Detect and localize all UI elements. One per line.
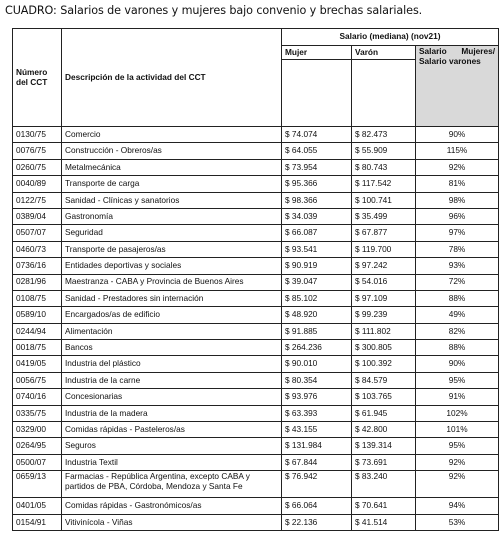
cell-activity: Industria Textil: [62, 454, 282, 470]
cell-women-salary: $ 48.920: [282, 307, 352, 323]
cell-men-salary: $ 35.499: [352, 208, 416, 224]
cell-cct: 0056/75: [13, 372, 62, 388]
table-row: [13, 438, 499, 454]
cell-women-salary: $ 43.155: [282, 422, 352, 438]
cell-ratio: 88%: [416, 290, 499, 306]
cell-women-salary: $ 22.136: [282, 514, 352, 530]
cell-men-salary: $ 111.802: [352, 323, 416, 339]
cell-women-salary: $ 85.102: [282, 290, 352, 306]
cell-men-salary: $ 97.242: [352, 258, 416, 274]
cell-women-salary: $ 66.087: [282, 225, 352, 241]
table-row: [13, 454, 499, 470]
cell-cct: 0244/94: [13, 323, 62, 339]
table-row: [13, 340, 499, 356]
table-row: [13, 143, 499, 159]
cell-cct: 0389/04: [13, 208, 62, 224]
cell-men-salary: $ 42.800: [352, 422, 416, 438]
cell-men-salary: $ 41.514: [352, 514, 416, 530]
cell-women-salary: $ 93.976: [282, 389, 352, 405]
cell-activity: Metalmecánica: [62, 159, 282, 175]
cell-women-salary: $ 93.541: [282, 241, 352, 257]
cell-women-salary: $ 264.236: [282, 340, 352, 356]
table-row: [13, 471, 499, 498]
cell-men-salary: $ 73.691: [352, 454, 416, 470]
cell-ratio: 98%: [416, 192, 499, 208]
cell-ratio: 115%: [416, 143, 499, 159]
cell-activity: Seguros: [62, 438, 282, 454]
header-salary-group: Salario (mediana) (nov21): [282, 29, 499, 46]
cell-women-salary: $ 80.354: [282, 372, 352, 388]
caption-lead: CUADRO:: [5, 4, 57, 17]
header-men: Varón: [352, 46, 416, 60]
cell-men-salary: $ 67.877: [352, 225, 416, 241]
cell-ratio: 88%: [416, 340, 499, 356]
table-row: [13, 192, 499, 208]
cell-ratio: 95%: [416, 372, 499, 388]
cell-women-salary: $ 98.366: [282, 192, 352, 208]
cell-men-salary: $ 100.741: [352, 192, 416, 208]
cell-activity: Comercio: [62, 127, 282, 143]
cell-women-salary: $ 67.844: [282, 454, 352, 470]
cell-activity: Industria del plástico: [62, 356, 282, 372]
cell-ratio: 97%: [416, 225, 499, 241]
cell-men-salary: $ 139.314: [352, 438, 416, 454]
cell-cct: 0460/73: [13, 241, 62, 257]
table-row: [13, 389, 499, 405]
cell-activity: Concesionarias: [62, 389, 282, 405]
cell-activity: Entidades deportivas y sociales: [62, 258, 282, 274]
table-row: [13, 307, 499, 323]
cell-ratio: 72%: [416, 274, 499, 290]
cell-activity: Transporte de carga: [62, 176, 282, 192]
cell-ratio: 92%: [416, 454, 499, 470]
cell-activity: Encargados/as de edificio: [62, 307, 282, 323]
cell-ratio: 49%: [416, 307, 499, 323]
cell-men-salary: $ 55.909: [352, 143, 416, 159]
table-row: [13, 274, 499, 290]
cell-men-salary: $ 117.542: [352, 176, 416, 192]
cell-activity: Sanidad - Prestadores sin internación: [62, 290, 282, 306]
header-women: Mujer: [282, 46, 352, 60]
cell-men-salary: $ 97.109: [352, 290, 416, 306]
cell-women-salary: $ 76.942: [282, 471, 352, 498]
cell-cct: 0740/16: [13, 389, 62, 405]
cell-cct: 0040/89: [13, 176, 62, 192]
cell-cct: 0736/16: [13, 258, 62, 274]
table-row: [13, 258, 499, 274]
cell-ratio: 90%: [416, 127, 499, 143]
table-body: [13, 29, 499, 531]
cell-men-salary: $ 103.765: [352, 389, 416, 405]
table-row: [13, 405, 499, 421]
cell-women-salary: $ 64.055: [282, 143, 352, 159]
table-row: [13, 323, 499, 339]
cell-cct: 0500/07: [13, 454, 62, 470]
cell-ratio: 91%: [416, 389, 499, 405]
cell-activity: Alimentación: [62, 323, 282, 339]
cell-cct: 0507/07: [13, 225, 62, 241]
cell-activity: Vitivinícola - Viñas: [62, 514, 282, 530]
cell-men-salary: $ 100.392: [352, 356, 416, 372]
cell-cct: 0401/05: [13, 498, 62, 514]
table-row: [13, 290, 499, 306]
cell-cct: 0122/75: [13, 192, 62, 208]
header-row-top: [13, 29, 499, 46]
table-row: [13, 514, 499, 530]
cell-men-salary: $ 300.805: [352, 340, 416, 356]
table-row: [13, 127, 499, 143]
table-row: [13, 208, 499, 224]
cell-women-salary: $ 34.039: [282, 208, 352, 224]
table-row: [13, 241, 499, 257]
header-cct-number: Número del CCT: [13, 29, 62, 127]
cell-cct: 0260/75: [13, 159, 62, 175]
cell-ratio: 95%: [416, 438, 499, 454]
cell-cct: 0335/75: [13, 405, 62, 421]
table-caption: [5, 4, 422, 17]
cell-cct: 0018/75: [13, 340, 62, 356]
header-activity: Descripción de la actividad del CCT: [62, 29, 282, 127]
cell-women-salary: $ 39.047: [282, 274, 352, 290]
cell-activity: Industria de la madera: [62, 405, 282, 421]
table-row: [13, 225, 499, 241]
cell-men-salary: $ 80.743: [352, 159, 416, 175]
cell-cct: 0589/10: [13, 307, 62, 323]
cell-men-salary: $ 54.016: [352, 274, 416, 290]
cell-ratio: 94%: [416, 498, 499, 514]
cell-cct: 0419/05: [13, 356, 62, 372]
table-row: [13, 498, 499, 514]
cell-men-salary: $ 82.473: [352, 127, 416, 143]
cell-cct: 0154/91: [13, 514, 62, 530]
salary-gap-table: [12, 28, 499, 531]
cell-ratio: 82%: [416, 323, 499, 339]
header-spacer-women: [282, 60, 352, 127]
cell-cct: 0659/13: [13, 471, 62, 498]
cell-women-salary: $ 95.366: [282, 176, 352, 192]
cell-women-salary: $ 63.393: [282, 405, 352, 421]
cell-cct: 0264/95: [13, 438, 62, 454]
cell-women-salary: $ 91.885: [282, 323, 352, 339]
table-row: [13, 372, 499, 388]
cell-activity: Maestranza - CABA y Provincia de Buenos Aires: [62, 274, 282, 290]
cell-cct: 0108/75: [13, 290, 62, 306]
cell-women-salary: $ 90.010: [282, 356, 352, 372]
cell-activity: Transporte de pasajeros/as: [62, 241, 282, 257]
cell-ratio: 92%: [416, 159, 499, 175]
cell-women-salary: $ 131.984: [282, 438, 352, 454]
cell-women-salary: $ 74.074: [282, 127, 352, 143]
cell-ratio: 102%: [416, 405, 499, 421]
cell-activity: Sanidad - Clínicas y sanatorios: [62, 192, 282, 208]
cell-ratio: 101%: [416, 422, 499, 438]
cell-ratio: 90%: [416, 356, 499, 372]
table-row: [13, 356, 499, 372]
cell-ratio: 96%: [416, 208, 499, 224]
cell-activity: Farmacias - República Argentina, excepto CABA y partidos de PBA, Córdoba, Mendoza y Santa Fe: [62, 471, 282, 498]
cell-women-salary: $ 73.954: [282, 159, 352, 175]
header-spacer-men: [352, 60, 416, 127]
cell-men-salary: $ 70.641: [352, 498, 416, 514]
table-row: [13, 422, 499, 438]
cell-activity: Industria de la carne: [62, 372, 282, 388]
cell-ratio: 53%: [416, 514, 499, 530]
cell-activity: Construcción - Obreros/as: [62, 143, 282, 159]
cell-cct: 0076/75: [13, 143, 62, 159]
cell-ratio: 81%: [416, 176, 499, 192]
cell-men-salary: $ 119.700: [352, 241, 416, 257]
cell-activity: Comidas rápidas - Pasteleros/as: [62, 422, 282, 438]
cell-men-salary: $ 83.240: [352, 471, 416, 498]
cell-men-salary: $ 99.239: [352, 307, 416, 323]
cell-women-salary: $ 66.064: [282, 498, 352, 514]
cell-activity: Bancos: [62, 340, 282, 356]
cell-activity: Gastronomía: [62, 208, 282, 224]
table-row: [13, 159, 499, 175]
cell-activity: Comidas rápidas - Gastronómicos/as: [62, 498, 282, 514]
cell-men-salary: $ 84.579: [352, 372, 416, 388]
table-row: [13, 176, 499, 192]
cell-ratio: 92%: [416, 471, 499, 498]
header-ratio: Salario Mujeres/ Salario varones: [416, 46, 499, 127]
caption-text: Salarios de varones y mujeres bajo convenio y brechas salariales.: [56, 4, 423, 17]
cell-cct: 0130/75: [13, 127, 62, 143]
cell-cct: 0329/00: [13, 422, 62, 438]
cell-ratio: 93%: [416, 258, 499, 274]
cell-ratio: 78%: [416, 241, 499, 257]
cell-cct: 0281/96: [13, 274, 62, 290]
cell-women-salary: $ 90.919: [282, 258, 352, 274]
cell-activity: Seguridad: [62, 225, 282, 241]
cell-men-salary: $ 61.945: [352, 405, 416, 421]
